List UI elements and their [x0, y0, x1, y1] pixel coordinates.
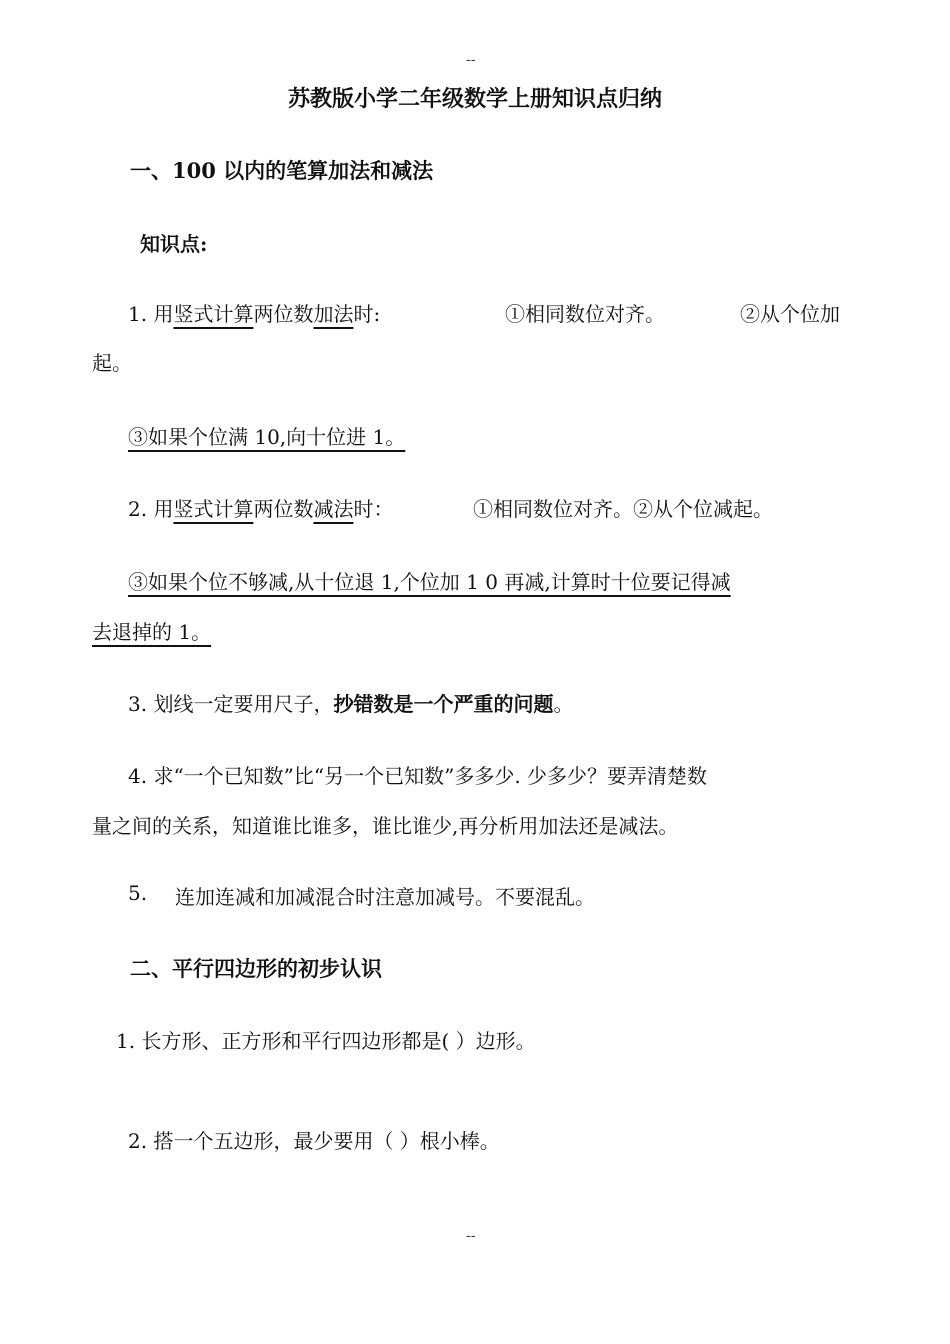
item1-number: 1. 用 [128, 302, 174, 326]
section1-subheading: 知识点: [140, 232, 208, 256]
item3-end: 。 [553, 692, 574, 716]
page-marker-top: -- [466, 52, 476, 68]
section2-heading: 二、平行四边形的初步认识 [130, 956, 382, 981]
item2-line2: ③如果个位不够减,从十位退 1,个位加 1 0 再减,计算时十位要记得减 [128, 570, 731, 594]
item1-line2: ③如果个位满 10,向十位进 1。 [128, 425, 406, 449]
item2-text-1: 两位数 [253, 497, 314, 521]
item1-underline-1: 竖式计算 [173, 302, 254, 326]
item2-steps: ①相同数位对齐。②从个位减起。 [473, 497, 773, 521]
page-marker-bottom: -- [466, 1228, 476, 1244]
item2-line1 [128, 493, 393, 522]
item1-step2: ②从个位加 [740, 302, 840, 326]
item1-text-2: 时: [353, 302, 381, 326]
item2-underline-1: 竖式计算 [173, 497, 254, 521]
item2-line3: 去退掉的 1。 [92, 620, 212, 644]
item1-step1: ①相同数位对齐。 [505, 302, 665, 326]
item3-line [128, 688, 573, 717]
item5-number: 5. [128, 881, 148, 905]
item4-line2: 量之间的关系，知道谁比谁多，谁比谁少,再分析用加法还是减法。 [92, 814, 679, 838]
item1-text-1: 两位数 [253, 302, 314, 326]
item2-number: 2. 用 [128, 497, 174, 521]
page-title: 苏教版小学二年级数学上册知识点归纳 [287, 86, 662, 112]
item2-underline-2: 减法 [313, 497, 354, 521]
item3-bold-text: 抄错数是一个严重的问题 [333, 692, 554, 716]
section2-item2: 2. 搭一个五边形，最少要用（ ）根小棒。 [128, 1129, 500, 1153]
item5-text: 连加连减和加减混合时注意加减号。不要混乱。 [175, 885, 595, 909]
item2-text-2: 时： [353, 497, 394, 521]
section1-heading: 一、100 以内的笔算加法和减法 [130, 158, 434, 183]
item3-text: 3. 划线一定要用尺子， [128, 692, 334, 716]
item1-line1 [128, 298, 380, 327]
section2-item1: 1. 长方形、正方形和平行四边形都是( ）边形。 [116, 1029, 536, 1053]
item4-line1: 4. 求“一个已知数”比“另一个已知数”多多少. 少多少？要弄清楚数 [128, 764, 708, 788]
item1-continuation: 起。 [92, 351, 132, 375]
item1-underline-2: 加法 [313, 302, 354, 326]
